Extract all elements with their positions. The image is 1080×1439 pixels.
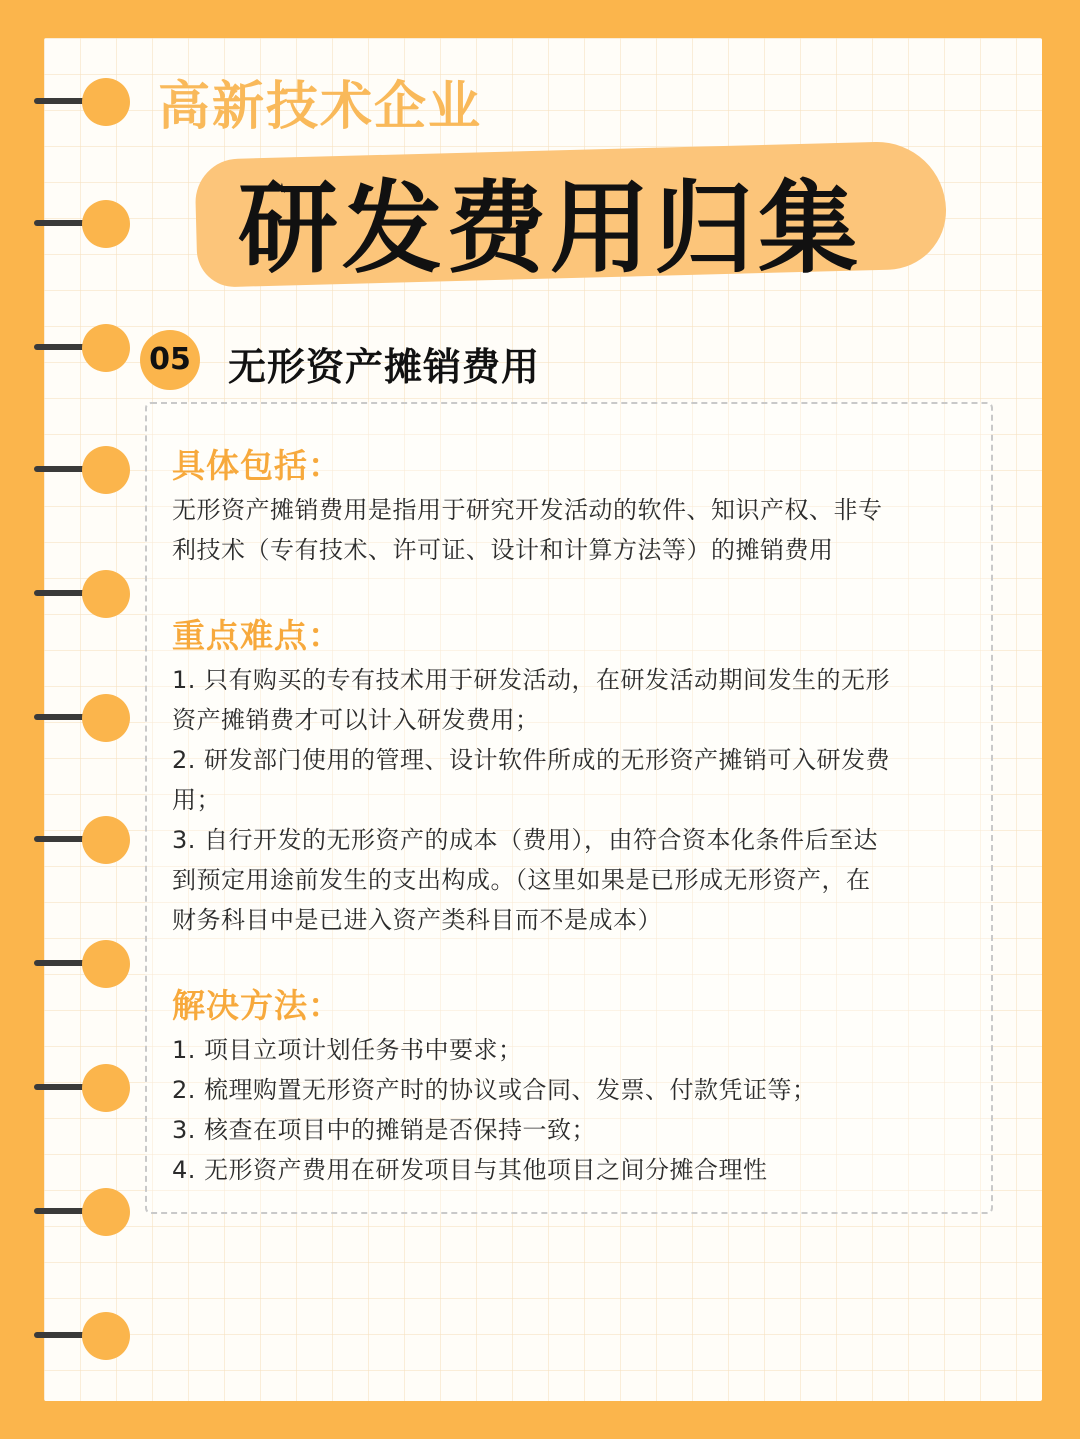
binder-ring (34, 1188, 122, 1236)
binder-ring (34, 940, 122, 988)
ring-hole (82, 1312, 130, 1360)
binder-ring (34, 1312, 122, 1360)
key-points-line: 财务科目中是已进入资产类科目而不是成本） (172, 906, 662, 934)
binder-ring (34, 570, 122, 618)
key-points-heading: 重点难点： (172, 616, 342, 655)
key-points-line: 用； (172, 786, 221, 814)
key-points-line: 2. 研发部门使用的管理、设计软件所成的无形资产摊销可入研发费 (172, 746, 891, 774)
section-title: 无形资产摊销费用 (228, 345, 541, 389)
ring-hole (82, 816, 130, 864)
binder-ring (34, 1064, 122, 1112)
ring-hole (82, 446, 130, 494)
binder-ring (34, 78, 122, 126)
includes-line: 无形资产摊销费用是指用于研究开发活动的软件、知识产权、非专 (172, 496, 883, 524)
ring-hole (82, 200, 130, 248)
key-points-line: 3. 自行开发的无形资产的成本（费用），由符合资本化条件后至达 (172, 826, 879, 854)
page-subtitle: 高新技术企业 (158, 77, 483, 137)
binder-ring (34, 324, 122, 372)
page-title: 研发费用归集 (238, 170, 862, 287)
key-points-line: 1. 只有购买的专有技术用于研发活动，在研发活动期间发生的无形 (172, 666, 891, 694)
solutions-line: 1. 项目立项计划任务书中要求； (172, 1036, 523, 1064)
binder-ring (34, 446, 122, 494)
binder-ring (34, 694, 122, 742)
solutions-line: 2. 梳理购置无形资产时的协议或合同、发票、付款凭证等； (172, 1076, 817, 1104)
solutions-line: 3. 核查在项目中的摊销是否保持一致； (172, 1116, 597, 1144)
binder-ring (34, 200, 122, 248)
solutions-line: 4. 无形资产费用在研发项目与其他项目之间分摊合理性 (172, 1156, 768, 1184)
ring-hole (82, 78, 130, 126)
ring-hole (82, 570, 130, 618)
ring-hole (82, 1064, 130, 1112)
ring-hole (82, 694, 130, 742)
key-points-line: 到预定用途前发生的支出构成。（这里如果是已形成无形资产，在 (172, 866, 871, 894)
ring-hole (82, 324, 130, 372)
ring-hole (82, 940, 130, 988)
binder-ring (34, 816, 122, 864)
key-points-line: 资产摊销费才可以计入研发费用； (172, 706, 540, 734)
includes-heading: 具体包括： (172, 446, 342, 485)
solutions-heading: 解决方法： (172, 986, 342, 1025)
ring-hole (82, 1188, 130, 1236)
section-number-badge: 05 (140, 330, 200, 390)
includes-line: 利技术（专有技术、许可证、设计和计算方法等）的摊销费用 (172, 536, 834, 564)
